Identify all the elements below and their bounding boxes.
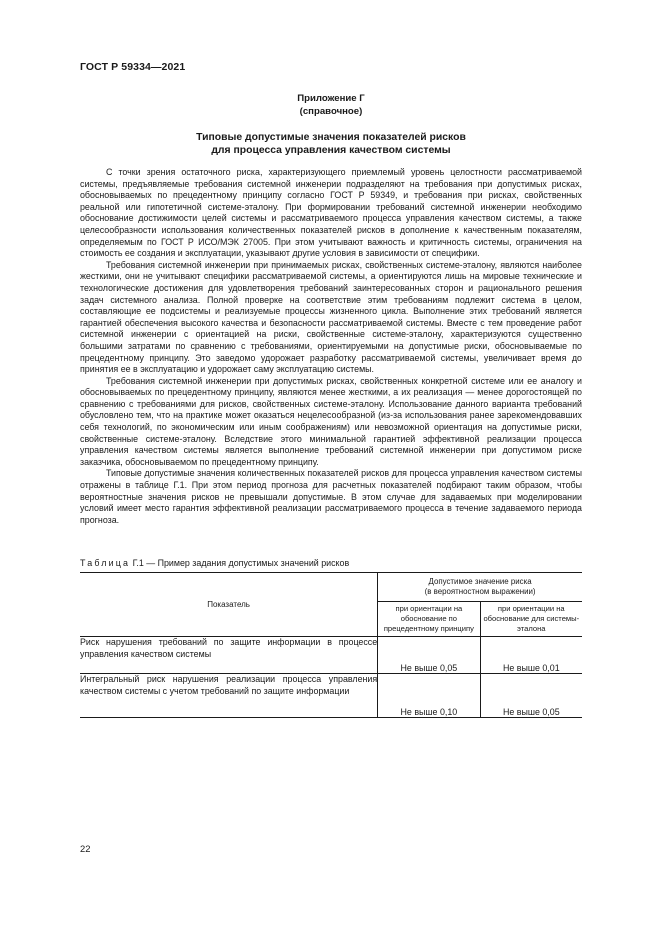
body-text bbox=[80, 167, 582, 526]
row-value-reference: Не выше 0,01 bbox=[480, 637, 582, 674]
paragraph: Требования системной инженерии при принимаемых рисках, свойственных системе-эталону, являются наиболее жесткими, они не учитывают специфики рассматриваемой системы, а ориентируются лишь на мировые технические и технологические достижения для удовлетворения требований заинтересованных сторон и рационального решения задач системного анализа. Полной проверке на соответствие этим требованиям подлежит система в целом, составляющие ее подсистемы и реализуемые процессы жизненного цикла. Выполнение этих требований является гарантией обеспечения высокого качества и безопасности рассматриваемой системы. Вместе с тем проведение работ системной инженерии с ориентацией на риски, свойственные системе-эталону, характеризуются существенно большими затратами по сравнению с требованиями, ориентируемыми на допустимые риски, обосновываемые по прецедентному принципу. Это заведомо удорожает разработку рассматриваемой системы, увеличивает время до принятия ее в эксплуатацию и удорожает саму эксплуатацию системы. bbox=[80, 259, 582, 375]
header-allowed-risk bbox=[378, 573, 582, 602]
row-value-precedent: Не выше 0,05 bbox=[378, 637, 480, 674]
section-title-line2: для процесса управления качеством системы bbox=[211, 145, 451, 156]
document-code: ГОСТ Р 59334—2021 bbox=[80, 61, 186, 73]
row-value-reference: Не выше 0,05 bbox=[480, 674, 582, 718]
header-precedent: при ориентации на обоснование по прецедентному принципу bbox=[378, 602, 480, 637]
header-reference-system: при ориентации на обоснование для системы-эталона bbox=[480, 602, 582, 637]
header-allowed-risk-line1: Допустимое значение риска bbox=[428, 577, 532, 586]
appendix-subtitle: (справочное) bbox=[299, 106, 363, 117]
page-number: 22 bbox=[80, 843, 91, 854]
section-heading bbox=[80, 131, 582, 157]
table-header-row bbox=[80, 573, 582, 602]
header-allowed-risk-line2: (в вероятностном выражении) bbox=[424, 587, 536, 596]
table-caption-text: Г.1 — Пример задания допустимых значений рисков bbox=[130, 558, 350, 568]
appendix-title: Приложение Г bbox=[297, 93, 365, 104]
row-indicator: Интегральный риск нарушения реализации процесса управления качеством системы с учетом требований по защите информации bbox=[80, 674, 378, 718]
section-title-line1: Типовые допустимые значения показателей рисков bbox=[196, 132, 466, 143]
row-indicator: Риск нарушения требований по защите информации в процессе управления качеством системы bbox=[80, 637, 378, 674]
paragraph: Типовые допустимые значения количественных показателей рисков для процесса управления качеством системы отражены в таблице Г.1. При этом период прогноза для расчетных показателей подбирают таким образом, чтобы вероятностные значения рисков не превышали допустимые. В этом случае для задаваемых при моделировании условий имеет место гарантия эффективной реализации рассматриваемого процесса в течение задаваемого периода прогноза. bbox=[80, 468, 582, 525]
table-caption-prefix: Таблица bbox=[80, 558, 131, 568]
appendix-heading bbox=[80, 92, 582, 118]
paragraph: Требования системной инженерии при допустимых рисках, свойственных конкретной системе или ее аналогу и обосновываемых по прецедентному принципу, являются менее жесткими, а их реализация — менее дорогостоящей по сравнению с требованиями для рисков, свойственных системе-эталону. Использование данного варианта требований обусловлено тем, что на практике может оказаться нецелесообразной (из-за использования ранее зарекомендовавших себя технологий, по экономическим или иным соображениям) или невозможной ориентация на допустимые риски, свойственные системе-эталону. Вследствие этого минимальной гарантией эффективной реализации процесса управления качеством системы является выполнение требований системной инженерии при допустимом риске заказчика, обосновываемом по прецедентному принципу. bbox=[80, 375, 582, 467]
table-row bbox=[80, 637, 582, 674]
header-indicator: Показатель bbox=[80, 573, 378, 637]
table-caption bbox=[80, 558, 582, 568]
table-row bbox=[80, 674, 582, 718]
row-value-precedent: Не выше 0,10 bbox=[378, 674, 480, 718]
paragraph: С точки зрения остаточного риска, характеризующего приемлемый уровень целостности рассматриваемой системы, предъявляемые требования системной инженерии подразделяют на требования при допустимых рисках, обосновываемых по прецедентному принципу согласно ГОСТ Р 59349, и требования при рисках, свойственных реальной или гипотетичной системе-эталону. При формировании требований системной инженерии необходимо обоснование достижимости целей системы и рассматриваемого процесса управления качеством системы, а также целесообразности использования количественных показателей рисков в дополнение к качественным показателям, определяемым по ГОСТ Р ИСО/МЭК 27005. При этом учитывают важность и критичность системы, ограничения на стоимость ее создания и эксплуатации, указывают другие условия в зависимости от специфики. bbox=[80, 167, 582, 259]
risk-values-table bbox=[80, 572, 582, 718]
